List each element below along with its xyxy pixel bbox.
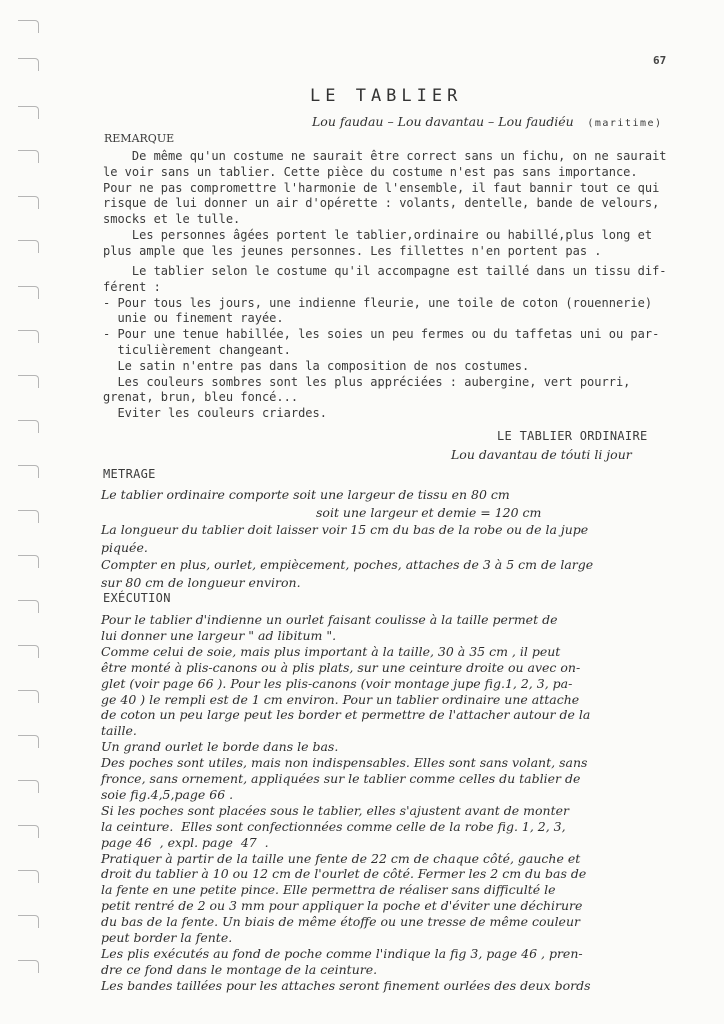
- execution-line: Les plis exécutés au fond de poche comme l'indique la fig 3, page 46 , pren-: [101, 945, 583, 961]
- execution-line: soie fig.4,5,page 66 .: [101, 786, 234, 802]
- binder-hole: [18, 330, 39, 343]
- intro-line: Le satin n'entre pas dans la composition de nos costumes.: [103, 358, 530, 373]
- execution-line: de coton un peu large peut les border et permettre de l'attacher autour de la: [101, 707, 591, 723]
- binder-hole: [18, 645, 39, 658]
- execution-line: Un grand ourlet le borde dans le bas.: [101, 739, 339, 755]
- remarque-line: Les personnes âgées portent le tablier,ordinaire ou habillé,plus long et: [103, 228, 653, 242]
- execution-heading: EXÉCUTION: [103, 591, 171, 605]
- metrage-heading: METRAGE: [103, 467, 156, 481]
- metrage-line: La longueur du tablier doit laisser voir 15 cm du bas de la robe ou de la jupe: [101, 522, 589, 537]
- execution-line: peut border la fente.: [101, 930, 233, 945]
- section-title: LE TABLIER ORDINAIRE: [497, 429, 648, 443]
- execution-line: la fente en une petite pince. Elle permettra de réaliser sans difficulté le: [101, 882, 556, 898]
- metrage-line: sur 80 cm de longueur environ.: [101, 574, 301, 590]
- binder-hole: [18, 375, 39, 388]
- binder-hole: [18, 960, 39, 973]
- provencal-names: Lou faudau – Lou davantau – Lou faudiéu: [312, 114, 574, 129]
- binder-hole: [18, 465, 39, 478]
- binder-hole: [18, 915, 39, 928]
- binder-hole: [18, 870, 39, 883]
- execution-line: fronce, sans ornement, appliquées sur le tablier comme celles du tablier de: [101, 771, 581, 786]
- execution-line: ge 40 ) le rempli est de 1 cm environ. Pour un tablier ordinaire une attache: [101, 691, 580, 707]
- metrage-line: piquée.: [101, 539, 148, 555]
- binder-hole: [18, 106, 39, 119]
- intro-line: ticulièrement changeant.: [103, 343, 291, 357]
- execution-line: Pratiquer à partir de la taille une fente de 22 cm de chaque côté, gauche et: [101, 850, 581, 866]
- remarque-line: smocks et le tulle.: [103, 212, 241, 227]
- metrage-line: Compter en plus, ourlet, empiècement, poches, attaches de 3 à 5 cm de large: [101, 557, 594, 572]
- binder-hole: [18, 150, 39, 163]
- binder-hole: [18, 780, 39, 793]
- execution-line: la ceinture. Elles sont confectionnées comme celle de la robe fig. 1, 2, 3,: [101, 818, 566, 834]
- execution-line: du bas de la fente. Un biais de même étoffe ou une tresse de même couleur: [101, 914, 580, 930]
- intro-line: grenat, brun, bleu foncé...: [103, 390, 299, 405]
- binder-holes: [0, 0, 50, 1024]
- execution-line: petit rentré de 2 ou 3 mm pour appliquer la poche et d'éviter une déchirure: [101, 898, 583, 914]
- binder-hole: [18, 240, 39, 253]
- remarque-heading: REMARQUE: [104, 132, 175, 145]
- execution-line: taille.: [101, 723, 137, 739]
- execution-line: droit du tablier à 10 ou 12 cm de l'ourlet de côté. Fermer les 2 cm du bas de: [101, 866, 587, 882]
- section-subtitle: Lou davantau de tóuti li jour: [451, 447, 632, 462]
- remarque-line: risque de lui donner un air d'opérette : volants, dentelle, bande de velours,: [103, 196, 660, 211]
- execution-line: être monté à plis-canons ou à plis plats, sur une ceinture droite ou avec on-: [101, 659, 581, 675]
- intro-line: Eviter les couleurs criardes.: [103, 406, 327, 421]
- binder-hole: [18, 735, 39, 748]
- title-subtitle: [312, 111, 663, 130]
- binder-hole: [18, 555, 39, 568]
- remarque-line: De même qu'un costume ne saurait être correct sans un fichu, on ne saurait: [103, 149, 667, 163]
- execution-line: lui donner une largeur " ad libitum ".: [101, 627, 337, 643]
- remarque-line: le voir sans un tablier. Cette pièce du costume n'est pas sans importance.: [103, 164, 638, 179]
- page-number: 67: [653, 54, 667, 67]
- intro-line: Le tablier selon le costume qu'il accompagne est taillé dans un tissu dif-: [103, 264, 667, 278]
- intro-line: Les couleurs sombres sont les plus appréciées : aubergine, vert pourri,: [103, 374, 631, 389]
- execution-line: Comme celui de soie, mais plus important à la taille, 30 à 35 cm , il peut: [101, 643, 561, 659]
- remarque-line: Pour ne pas compromettre l'harmonie de l'ensemble, il faut bannir tout ce qui: [103, 180, 660, 195]
- intro-line: - Pour tous les jours, une indienne fleurie, une toile de coton (rouennerie): [103, 295, 653, 310]
- execution-line: Si les poches sont placées sous le tablier, elles s'ajustent avant de monter: [101, 802, 569, 818]
- execution-line: glet (voir page 66 ). Pour les plis-canons (voir montage jupe fig.1, 2, 3, pa-: [101, 675, 573, 691]
- metrage-line: Le tablier ordinaire comporte soit une largeur de tissu en 80 cm: [101, 487, 510, 502]
- page-title: LE TABLIER: [310, 86, 463, 106]
- binder-hole: [18, 600, 39, 613]
- execution-line: Des poches sont utiles, mais non indispensables. Elles sont sans volant, sans: [101, 755, 588, 771]
- metrage-line: soit une largeur et demie = 120 cm: [316, 504, 542, 520]
- execution-line: dre ce fond dans le montage de la ceinture.: [101, 961, 378, 977]
- binder-hole: [18, 510, 39, 523]
- maritime-note: (maritime): [587, 118, 663, 129]
- binder-hole: [18, 20, 39, 33]
- binder-hole: [18, 690, 39, 703]
- execution-line: page 46 , expl. page 47 .: [101, 834, 269, 850]
- execution-line: Pour le tablier d'indienne un ourlet faisant coulisse à la taille permet de: [101, 612, 558, 627]
- intro-line: - Pour une tenue habillée, les soies un peu fermes ou du taffetas uni ou par-: [103, 327, 660, 342]
- binder-hole: [18, 286, 39, 299]
- intro-line: unie ou finement rayée.: [103, 311, 284, 326]
- intro-line: férent :: [103, 279, 161, 294]
- binder-hole: [18, 58, 39, 71]
- binder-hole: [18, 196, 39, 209]
- binder-hole: [18, 825, 39, 838]
- execution-line: Les bandes taillées pour les attaches seront finement ourlées des deux bords: [101, 977, 591, 993]
- binder-hole: [18, 420, 39, 433]
- remarque-line: plus ample que les jeunes personnes. Les fillettes n'en portent pas .: [103, 243, 602, 258]
